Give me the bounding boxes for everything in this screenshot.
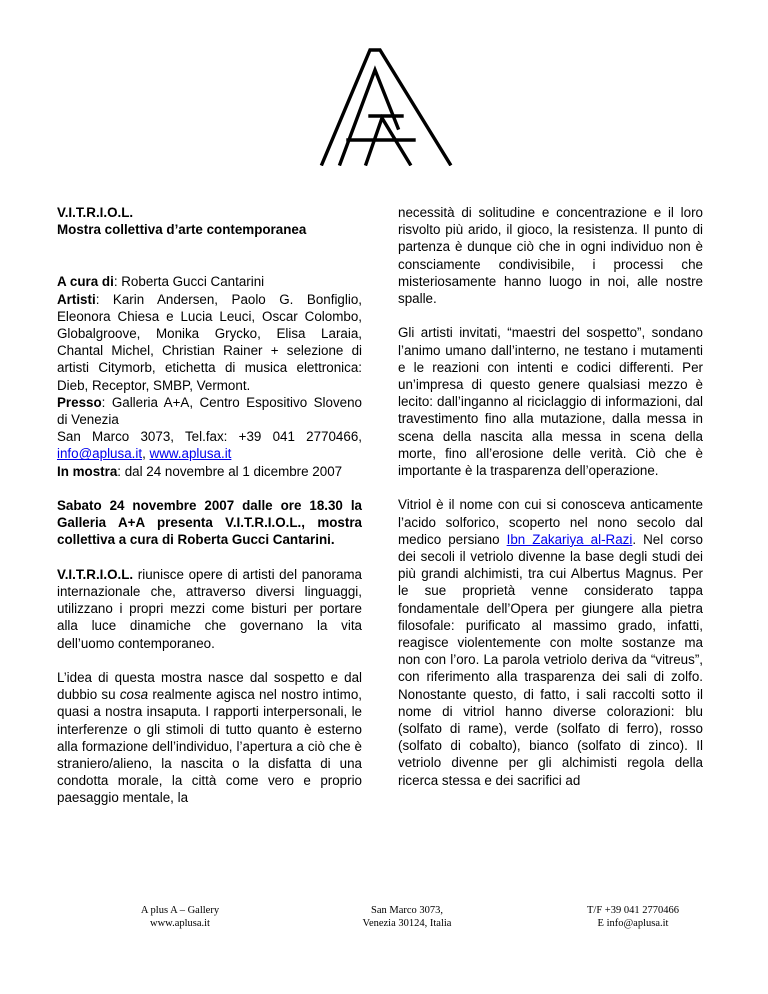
website-link[interactable]: www.aplusa.it (149, 446, 232, 462)
page-subtitle: Mostra collettiva d’arte contemporanea (57, 222, 307, 238)
intro-title: V.I.T.R.I.O.L. (57, 566, 134, 582)
footer-phone: T/F +39 041 2770466 (587, 905, 679, 916)
footer-address (332, 904, 482, 930)
idea-text-a: L’idea di questa mostra nasce dal sospetto e dal dubbio su (57, 670, 362, 703)
vitriol-text-b: . Nel corso dei secoli il vetriolo divenne la base degli studi dei più grandi alchimisti, tra cui Albertus Magnus. Per le sue proprietà venne considerato tappa fondamentale dell’Opera per giungere alla pietra filosofale: purificato al massimo grado, infatti, reagisce violentemente con molte sostanze ma non con l’oro. La parola vetriolo deriva da “vitreus”, con riferimento alla trasparenza dei sali di zolfo. Nonostante questo, di fatto, i sali raccolti sotto il nome di vitriol hanno diverse colorazioni: blu (solfato di rame), verde (solfato di ferro), rosso (solfato di cobalto), bianco (solfato di zinco). Il vetriolo divenne per gli alchimisti regola della ricerca stessa e dei sacrifici ad (398, 531, 703, 788)
page-title: V.I.T.R.I.O.L. (57, 205, 134, 220)
footer-city: Venezia 30124, Italia (362, 918, 452, 929)
artists-value: : Karin Andersen, Paolo G. Bonfiglio, Eleonora Chiesa e Lucia Leuci, Oscar Colombo, Globalgroove, Monika Grycko, Elisa Laraia, Chantal Michel, Christian Rainer + selezione di artisti Citymorb, etichetta di musica elettronica: Dieb, Receptor, SMBP, Vermont. (57, 291, 362, 393)
left-column (57, 204, 362, 807)
footer-contact (558, 904, 708, 930)
paragraph-vitriol (398, 496, 703, 788)
paragraph-intro (57, 566, 362, 652)
email-link[interactable]: info@aplusa.it (57, 446, 143, 462)
artists-label: Artisti (57, 291, 96, 307)
separator: , (142, 446, 146, 462)
vitriol-text-a: Vitriol è il nome con cui si conosceva anticamente l’acido solforico, scoperto nel nono secolo dal medico persiano (398, 497, 703, 547)
exhibition-info (57, 273, 362, 479)
address-text: San Marco 3073, Tel.fax: +39 041 2770466, (57, 429, 362, 445)
footer-website: www.aplusa.it (150, 918, 210, 929)
dates-label: In mostra (57, 463, 118, 479)
curator-label: A cura di (57, 274, 114, 290)
dates-value: : dal 24 novembre al 1 dicembre 2007 (117, 463, 343, 479)
idea-italic: cosa (119, 687, 149, 703)
footer-gallery-name: A plus A – Gallery (140, 905, 220, 916)
gallery-logo-icon (318, 48, 454, 166)
footer-gallery (105, 904, 255, 930)
idea-text-b: realmente agisca nel nostro intimo, quasi a nostra insaputa. I rapporti interpersonali, le interferenze o gli stimoli di tutto quanto è esterno alla formazione dell’individuo, l’apertura a ciò che è straniero/alieno, la nascita o la disfatta di una condotta morale, la città come vero e proprio paesaggio mentale, la (57, 687, 363, 806)
ibn-zakariya-link[interactable]: Ibn Zakariya al-Razi (506, 531, 633, 547)
paragraph-idea (57, 669, 362, 807)
paragraph-artists: Gli artisti invitati, “maestri del sospetto”, sondano l’animo umano dall’interno, ne testano i mutamenti e le reazioni con intenti e codici differenti. Per un’impresa di questo genere qualsiasi mezzo è lecito: dall’inganno al riciclaggio di informazioni, dal travestimento fino alla mutazione, dalla messa in scena della nascita alla messa in scena della morte, fino all’erosione delle verità. Ciò che è importante è la trasparenza dell’operazione. (398, 325, 703, 479)
curator-value: : Roberta Gucci Cantarini (113, 274, 265, 290)
paragraph-idea-continued: necessità di solitudine e concentrazione e il loro risvolto più arido, il gioco, la resistenza. Il punto di partenza è dunque ciò che in ogni individuo non è consciamente condivisibile, i processi che misteriosamente hanno luogo in noi, alle nostre spalle. (398, 205, 703, 307)
footer-street: San Marco 3073, (370, 905, 444, 916)
announcement: Sabato 24 novembre 2007 dalle ore 18.30 la Galleria A+A presenta V.I.T.R.I.O.L., mostra collettiva a cura di Roberta Gucci Cantarini. (57, 498, 362, 548)
venue-label: Presso (57, 394, 102, 410)
right-column (398, 204, 703, 789)
venue-value: : Galleria A+A, Centro Espositivo Sloveno di Venezia (57, 394, 362, 428)
intro-text: riunisce opere di artisti del panorama internazionale che, attraverso diversi linguaggi, utilizzano i propri mezzi come bisturi per portare alla luce dinamiche che governano la vita dell’uomo contemporaneo. (57, 566, 362, 651)
footer-email: E info@aplusa.it (597, 918, 669, 929)
